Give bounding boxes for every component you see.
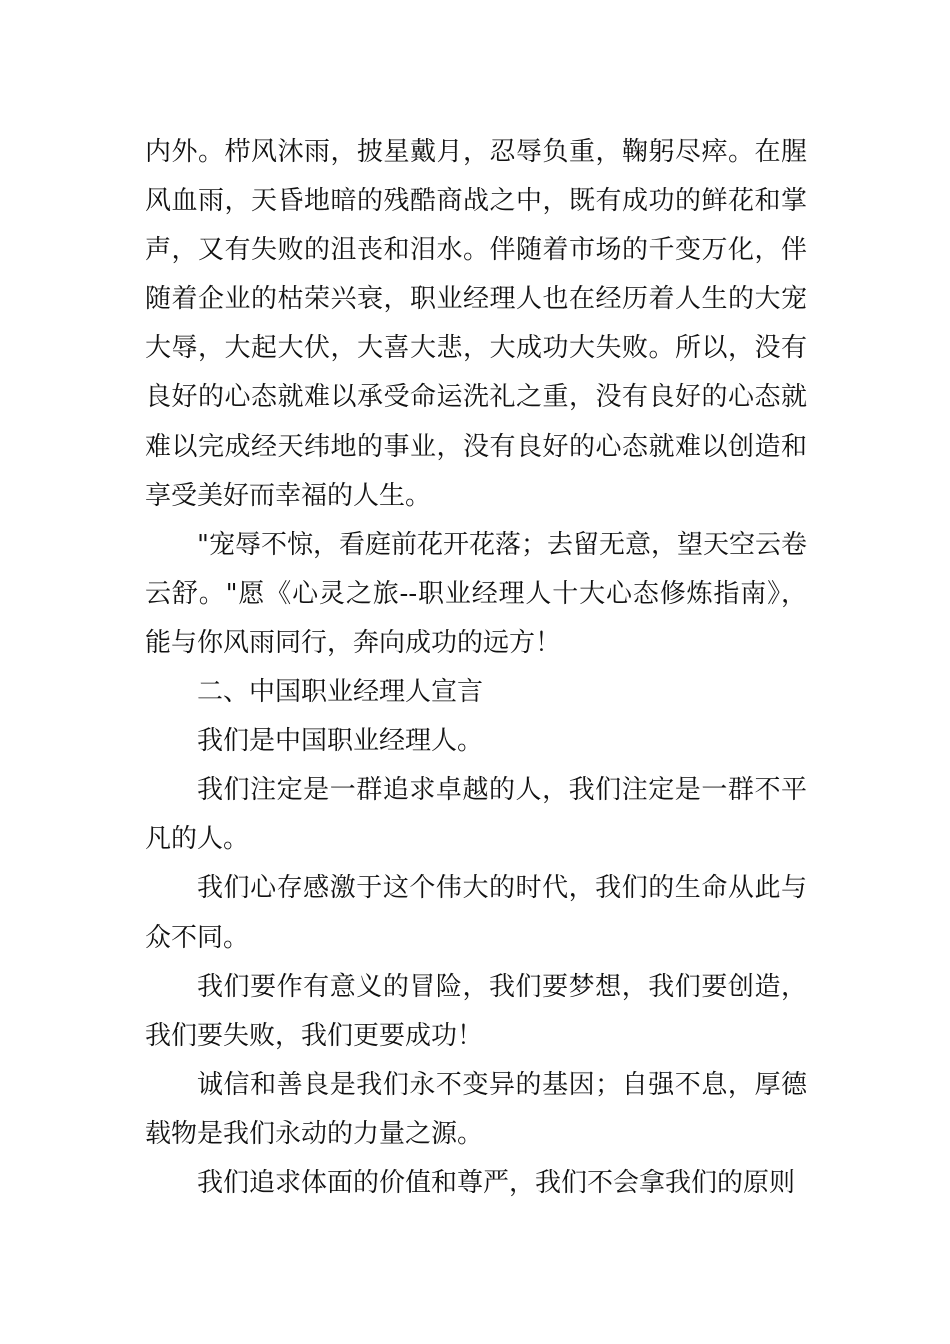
manifesto-line: 我们注定是一群追求卓越的人，我们注定是一群不平凡的人。 (145, 775, 807, 855)
manifesto-line: 我们是中国职业经理人。 (197, 726, 484, 757)
section-heading: 二、中国职业经理人宣言 (197, 677, 484, 708)
manifesto-line: 我们要作有意义的冒险，我们要梦想，我们要创造，我们要失败，我们更要成功！ (145, 971, 807, 1051)
document-body (145, 128, 807, 1208)
paragraph-continuation: 内外。栉风沐雨，披星戴月，忍辱负重，鞠躬尽瘁。在腥风血雨，天昏地暗的残酷商战之中，既有成功的鲜花和掌声，又有失败的沮丧和泪水。伴随着市场的千变万化，伴随着企业的枯荣兴衰，职业经理人也在经历着人生的大宠大辱，大起大伏，大喜大悲，大成功大失败。所以，没有良好的心态就难以承受命运洗礼之重，没有良好的心态就难以完成经天纬地的事业，没有良好的心态就难以创造和享受美好而幸福的人生。 (145, 137, 807, 511)
manifesto-line: 我们心存感激于这个伟大的时代，我们的生命从此与众不同。 (145, 873, 807, 953)
manifesto-line: 我们追求体面的价值和尊严，我们不会拿我们的原则 (197, 1167, 796, 1198)
paragraph-quote: "宠辱不惊，看庭前花开花落；去留无意，望天空云卷云舒。"愿《心灵之旅--职业经理人十大心态修炼指南》，能与你风雨同行，奔向成功的远方！ (145, 529, 807, 658)
manifesto-line: 诚信和善良是我们永不变异的基因；自强不息，厚德载物是我们永动的力量之源。 (145, 1069, 807, 1149)
